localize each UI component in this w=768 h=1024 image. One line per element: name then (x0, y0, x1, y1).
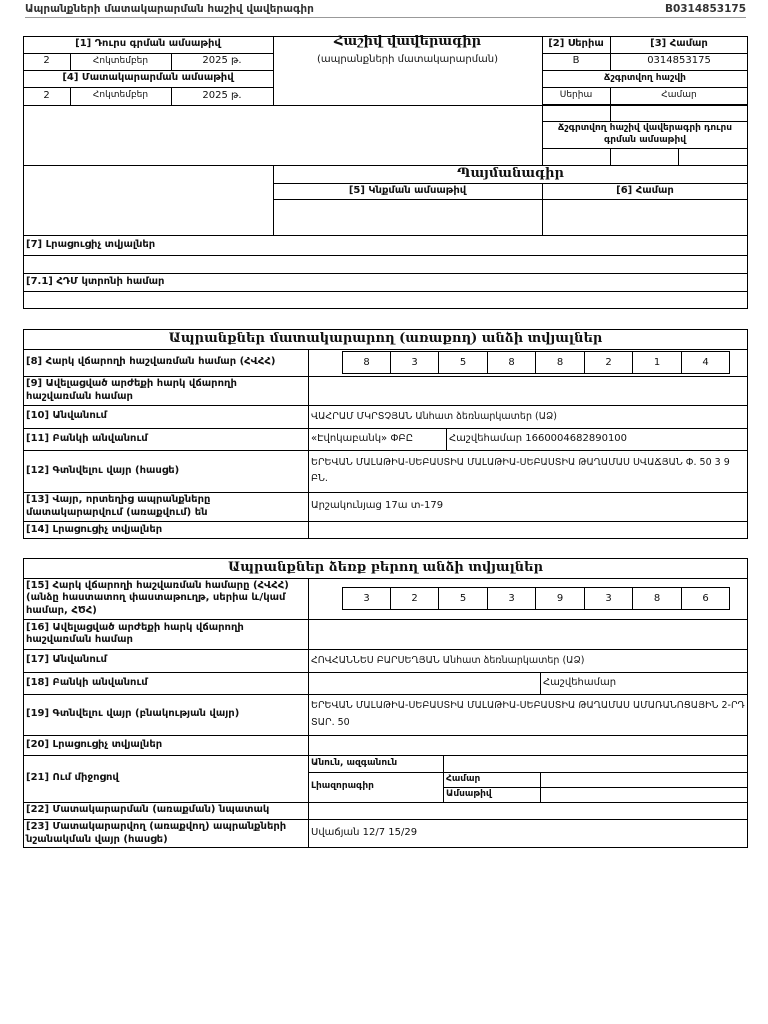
tin-digit-box: 6 (681, 587, 730, 610)
tin-digit-box: 9 (535, 587, 585, 610)
number-label: [3] Համար (650, 38, 708, 50)
tin-digit-box: 4 (681, 351, 730, 374)
number-value: 0314853175 (647, 55, 711, 67)
page-subtitle: (ապրանքների մատակարարման) (316, 54, 499, 65)
buyer-name-label: [17] Անվանում (26, 654, 107, 666)
purpose-label: [22] Մատակարարման (առաքման) նպատակ (26, 804, 270, 816)
power-date-label: Ամսաթիվ (446, 788, 492, 799)
document-header-name: Ապրանքների մատակարարման հաշիվ վավերագիր (25, 3, 314, 15)
buyer-extra-label: [20] Լրացուցիչ տվյալներ (26, 738, 163, 750)
destination-value: Սվաճյան 12/7 15/29 (311, 827, 418, 839)
tin-digit-box: 5 (438, 351, 488, 374)
buyer-address-label: [19] Գտնվելու վայր (բնակության վայր) (26, 708, 240, 720)
delivery-year: 2025 թ. (202, 89, 242, 101)
contract-number-label: [6] Համար (616, 184, 674, 196)
tin-digit-box: 3 (390, 351, 439, 374)
tin-digit-box: 5 (438, 587, 488, 610)
buyer-name-value: ՀՈՎՀԱՆՆԵՍ ԲԱՐՍԵՂՅԱՆ Անհատ ձեռնարկատեր (ԱՁ) (311, 654, 585, 666)
tin-digit-box: 3 (342, 587, 391, 610)
delivery-date-label: [4] Մատակարարման ամսաթիվ (62, 72, 234, 84)
tin-digit-box: 8 (342, 351, 391, 374)
tin-digit-box: 2 (390, 587, 439, 610)
supplier-extra-label: [14] Լրացուցիչ տվյալներ (26, 523, 163, 535)
adjusted-invoice-label: Ճշգրտվող հաշվի (604, 72, 686, 83)
supplier-name-label: [10] Անվանում (26, 410, 107, 422)
tin-digit-box: 8 (535, 351, 585, 374)
buyer-address-value: ԵՐԵՎԱՆ ՄԱԼԱԹԻԱ-ՍԵԲԱՍՏԻԱ ՄԱԼԱԹԻԱ-ՍԵԲԱՍՏԻԱ ԹԱՂԱՄԱՍ ԱՄԱՌԱՆՈՑԱՅԻՆ 2-ՐԴ ՏԱՐ. 50 (311, 700, 745, 728)
page-title: Հաշիվ վավերագիր (333, 34, 482, 49)
ship-from-label: [13] Վայր, որտեղից ապրանքները մատակարարվում (առաքվում) են (26, 494, 211, 518)
series-value: B (572, 55, 580, 67)
ccm-receipt-label: [7.1] ՀԴՄ կտրոնի համար (26, 275, 165, 287)
supplier-bank-value: «Էվոկաբանկ» ՓԲԸ (311, 432, 414, 444)
supplier-bank-label: [11] Բանկի անվանում (26, 432, 148, 444)
supplier-account-value: Հաշվեհամար 1660004682890100 (449, 432, 628, 444)
header-divider (25, 17, 746, 18)
power-number-label: Համար (446, 773, 481, 784)
via-label: [21] Ում միջոցով (26, 772, 119, 784)
supplier-address-value: ԵՐԵՎԱՆ ՄԱԼԱԹԻԱ-ՍԵԲԱՍՏԻԱ ՄԱԼԱԹԻԱ-ՍԵԲԱՍՏԻԱ ԹԱՂԱՄԱՍ ՍՎԱՃՅԱՆ Փ. 50 3 9 ԲՆ. (311, 456, 730, 484)
supplier-name-value: ՎԱՀՐԱՄ ՄԿՐՏՉՅԱՆ Անհատ ձեռնարկատեր (ԱՁ) (311, 410, 557, 422)
supplier-title: Ապրանքներ մատակարարող (առաքող) անձի տվյալներ (168, 330, 603, 346)
power-of-attorney-label: Լիազորագիր (311, 781, 374, 792)
delivery-month: Հոկտեմբեր (92, 90, 149, 101)
buyer-tin-label: [15] Հարկ վճարողի հաշվառման համարը (ՀՎՀՀ) (անձը հաստատող փաստաթուղթ, սերիա և/կամ համար, ՀԾՀ) (26, 579, 289, 616)
issue-year: 2025 թ. (202, 55, 242, 67)
contract-date-label: [5] Կնքման ամսաթիվ (348, 184, 467, 196)
adjusted-number-label: Համար (661, 89, 697, 100)
destination-label: [23] Մատակարարվող (առաքվող) ապրանքների նշանակման վայր (հասցե) (26, 821, 287, 845)
series-label: [2] Սերիա (548, 38, 604, 50)
document-header-code: B0314853175 (664, 3, 746, 15)
tin-digit-box: 8 (487, 351, 536, 374)
buyer-title: Ապրանքներ ձեռք բերող անձի տվյալներ (227, 559, 544, 575)
supplier-address-label: [12] Գտնվելու վայր (հասցե) (26, 464, 180, 476)
ship-from-value: Արշակունյաց 17ա տ-179 (311, 500, 444, 512)
fullname-label: Անուն, ազգանուն (311, 757, 398, 768)
issue-day: 2 (43, 55, 50, 67)
tin-digit-box: 1 (632, 351, 682, 374)
tin-digit-box: 2 (584, 351, 633, 374)
adjusted-date-label: Ճշգրտվող հաշիվ վավերագրի դուրս գրման ամսաթիվ (557, 123, 733, 145)
tin-digit-box: 3 (584, 587, 633, 610)
issue-date-label: [1] Դուրս գրման ամսաթիվ (75, 38, 221, 50)
issue-month: Հոկտեմբեր (92, 55, 149, 66)
supplier-tin-boxes (342, 351, 730, 374)
adjusted-series-label: Սերիա (559, 89, 593, 100)
buyer-bank-label: [18] Բանկի անվանում (26, 676, 148, 688)
delivery-day: 2 (43, 89, 50, 101)
tin-digit-box: 3 (487, 587, 536, 610)
buyer-tin-boxes (342, 587, 730, 610)
tin-digit-box: 8 (632, 587, 682, 610)
supplier-vat-label: [9] Ավելացված արժեքի հարկ վճարողի հաշվառման համար (26, 378, 237, 402)
contract-label: Պայմանագիր (457, 165, 564, 181)
buyer-account-value: Հաշվեհամար (543, 676, 617, 688)
supplier-tin-label: [8] Հարկ վճարողի հաշվառման համար (ՀՎՀՀ) (26, 356, 276, 368)
extra-data-label: [7] Լրացուցիչ տվյալներ (26, 238, 156, 250)
buyer-vat-label: [16] Ավելացված արժեքի հարկ վճարողի հաշվառման համար (26, 621, 244, 645)
